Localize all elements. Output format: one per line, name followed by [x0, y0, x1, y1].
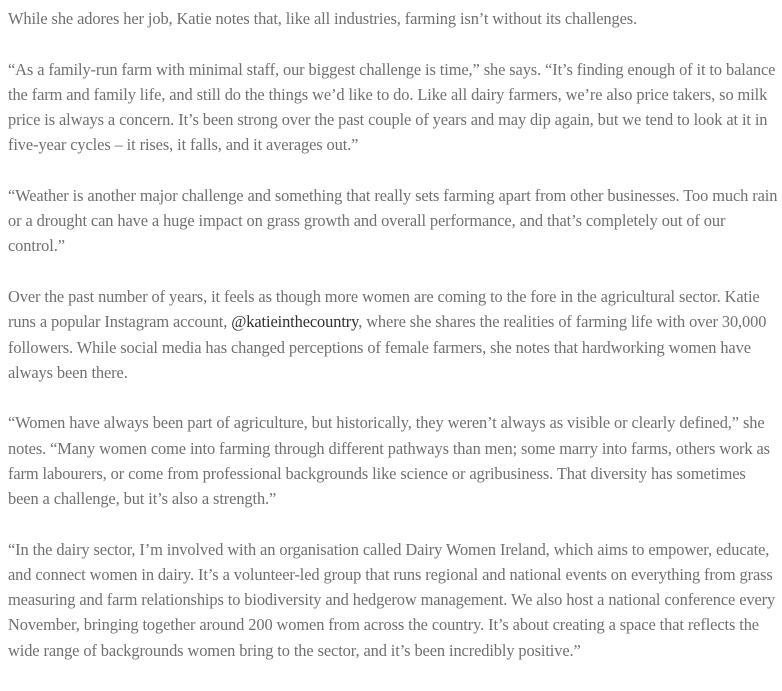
paragraph-challenges-intro: While she adores her job, Katie notes that, like all industries, farming isn’t without its challenges.: [8, 9, 638, 28]
instagram-handle-link[interactable]: @katieinthecountry: [231, 312, 359, 332]
article-body: [8, 6, 780, 688]
paragraph-weather-quote: “Weather is another major challenge and something that really sets farming apart from other businesses. Too much rain or a drought can have a huge impact on grass growth and overall performance, and that’s completely out of our control.”: [8, 186, 778, 256]
paragraph-time-challenge-quote: “As a family-run farm with minimal staff, our biggest challenge is time,” she says. “It’s finding enough of it to balance the farm and family life, and still do the things we’d like to do. Like all dairy farmers, we’re also price takers, so milk price is always a concern. It’s been strong over the past couple of years and may dip again, but we tend to look at it in five-year cycles – it rises, it falls, and it averages out.”: [8, 59, 776, 155]
paragraph-dairy-women-ireland-quote: “In the dairy sector, I’m involved with an organisation called Dairy Women Ireland, which aims to empower, educate, and connect women in dairy. It’s a volunteer-led group that runs regional and national events on everything from grass measuring and farm relationships to biodiversity and hedgerow management. We also host a national conference every November, bringing together around 200 women from across the country. It’s about creating a space that reflects the wide range of backgrounds women bring to the sector, and it’s been incredibly positive.”: [8, 539, 776, 660]
paragraph-women-in-agriculture: [8, 284, 780, 385]
paragraph-text-after-link: , where she shares the realities of farming life with over 30,000 followers. While social media has changed perceptions of female farmers, she notes that hardworking women have always been there.: [8, 312, 767, 382]
paragraph-women-visibility-quote: “Women have always been part of agriculture, but historically, they weren’t always as visible or clearly defined,” she notes. “Many women come into farming through different pathways than men; some marry into farms, others work as farm labourers, or come from professional backgrounds like science or agribusiness. That diversity has sometimes been a challenge, but it’s also a strength.”: [8, 413, 770, 509]
paragraph-text-before-link: Over the past number of years, it feels as though more women are coming to the fore in the agricultural sector. Katie runs a popular Instagram account,: [8, 287, 760, 332]
